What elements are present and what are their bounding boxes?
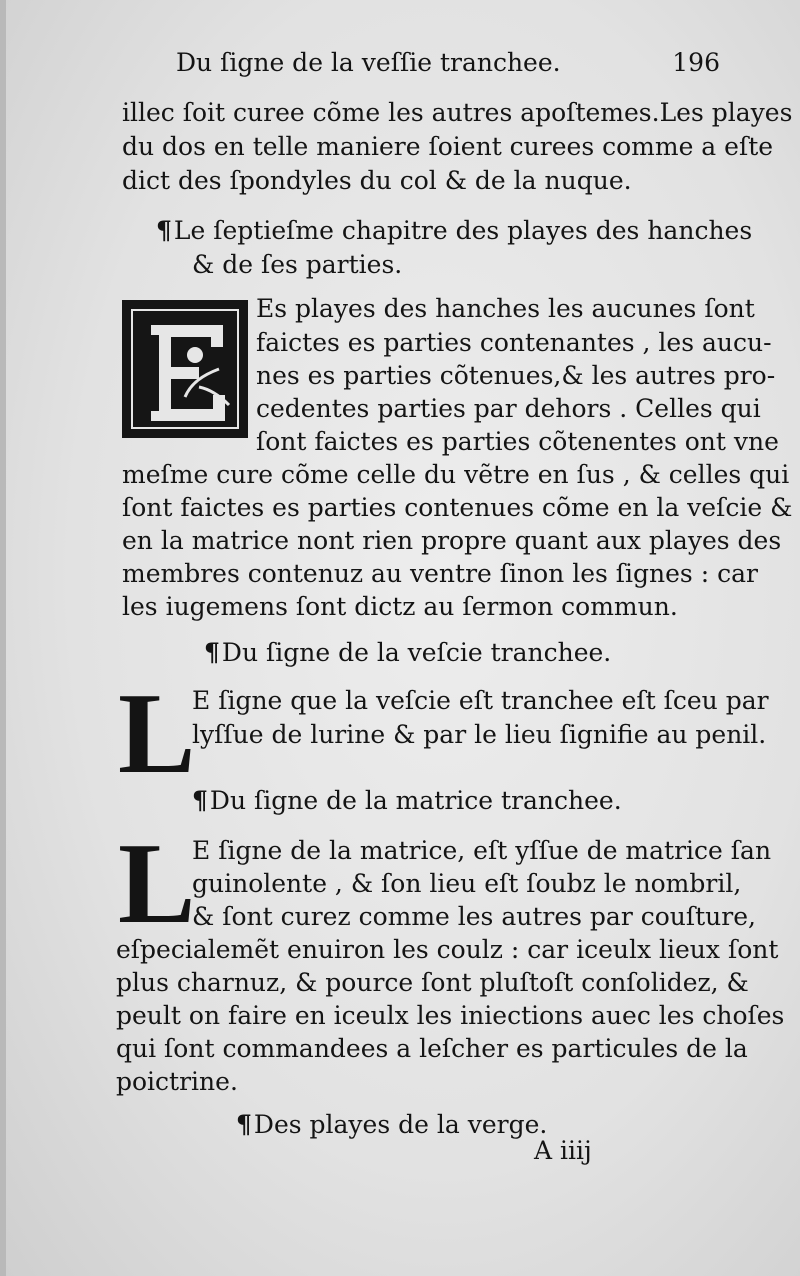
ornament-flower-icon [125, 303, 251, 441]
pilcrow-icon: ¶ [156, 216, 172, 245]
section-heading [192, 784, 622, 818]
text-line: cedentes parties par dehors . Celles qui [256, 394, 761, 423]
text-line: faictes es parties contenantes , les aucu- [256, 328, 772, 357]
page-header [176, 48, 760, 88]
chapter-heading-cont: & de ſes parties. [192, 250, 403, 279]
text-line: qui ſont commandees a leſcher es particules de la [116, 1034, 748, 1063]
text-line: eſpecialemẽt enuiron les coulz : car iceulx lieux ſont [116, 935, 779, 964]
text-line: les iugemens ſont dictz au ſermon commun. [122, 592, 678, 621]
text-line: plus charnuz, & pource ſont pluſtoſt conſolidez, & [116, 968, 749, 997]
running-title: Du ſigne de la veſſie tranchee. [176, 48, 561, 77]
page-number: 196 [672, 48, 720, 77]
chapter-heading [156, 214, 752, 248]
signature-mark: A iiij [534, 1136, 592, 1165]
text-line: ſont faictes es parties cõtenentes ont vne [256, 427, 779, 456]
text-line: meſme cure cõme celle du vẽtre en ſus , & celles qui [122, 460, 790, 489]
text-line: poictrine. [116, 1067, 238, 1096]
pilcrow-icon: ¶ [192, 786, 208, 815]
section-heading [204, 636, 611, 670]
text-line: guinolente , & ſon lieu eſt ſoubz le nombril, [192, 869, 742, 898]
text-line: du dos en telle maniere ſoient curees comme a eſte [122, 132, 774, 161]
pilcrow-icon: ¶ [204, 638, 220, 667]
pilcrow-icon: ¶ [236, 1110, 252, 1139]
text-line: peult on faire en iceulx les iniections auec les choſes [116, 1001, 785, 1030]
dropcap-letter: L [118, 820, 196, 948]
text-line: E ſigne que la veſcie eſt tranchee eſt ſceu par [192, 686, 769, 715]
decorated-initial-e [122, 300, 248, 438]
heading-text: Des playes de la verge. [253, 1110, 548, 1139]
text-line: Es playes des hanches les aucunes ſont [256, 294, 755, 323]
section-heading [236, 1108, 547, 1142]
heading-text: Du ſigne de la veſcie tranchee. [221, 638, 612, 667]
text-line: dict des ſpondyles du col & de la nuque. [122, 166, 632, 195]
text-line: membres contenuz au ventre ſinon les ſignes : car [122, 559, 758, 588]
text-line: & ſont curez comme les autres par couſture, [192, 902, 756, 931]
text-line: ſont faictes es parties contenues cõme en la veſcie & [122, 493, 793, 522]
text-line: nes es parties cõtenues,& les autres pro- [256, 361, 776, 390]
heading-text: Le ſeptieſme chapitre des playes des hanches [173, 216, 753, 245]
dropcap-letter: L [118, 670, 196, 798]
text-line: lyſſue de lurine & par le lieu ſignifie au penil. [192, 720, 767, 749]
text-line: en la matrice nont rien propre quant aux playes des [122, 526, 782, 555]
heading-text: Du ſigne de la matrice tranchee. [209, 786, 622, 815]
text-line: illec ſoit curee cõme les autres apoſtemes.Les playes [122, 98, 793, 127]
text-line: E ſigne de la matrice, eſt yſſue de matrice ſan [192, 836, 772, 865]
